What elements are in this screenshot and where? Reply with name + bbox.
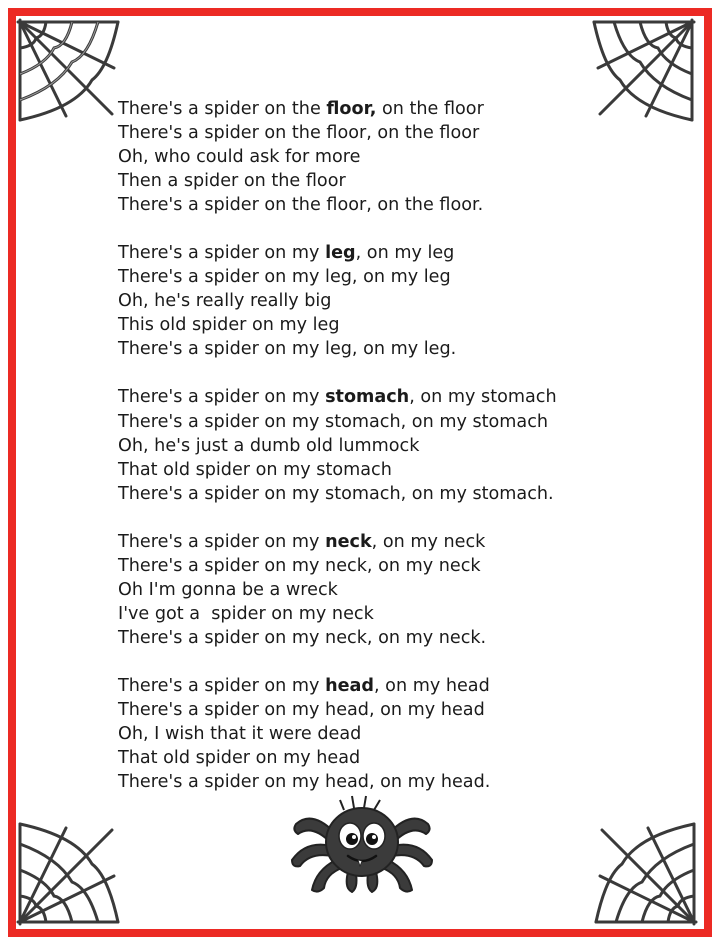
lyric-line: Oh, I wish that it were dead — [118, 724, 362, 745]
spider-web-icon — [14, 16, 124, 126]
lyric-line: There's a spider on my leg, on my leg. — [118, 339, 457, 360]
stanza-leg — [118, 241, 618, 361]
lyric-line: There's a spider on my neck, on my neck — [118, 531, 486, 552]
spider-web-icon — [590, 818, 700, 928]
lyric-line: Oh, he's really really big — [118, 291, 332, 312]
song-lyrics — [118, 97, 618, 794]
lyric-line: There's a spider on my leg, on my leg — [118, 267, 451, 288]
stanza-floor — [118, 97, 618, 217]
lyric-line: There's a spider on the floor, on the floor — [118, 123, 480, 144]
lyric-line: Oh, he's just a dumb old lummock — [118, 435, 420, 456]
lyric-line: That old spider on my head — [118, 748, 361, 769]
stanza-stomach — [118, 385, 618, 505]
lyric-line: There's a spider on my head, on my head — [118, 675, 490, 696]
lyric-line: There's a spider on my stomach, on my stomach — [118, 411, 549, 432]
lyric-line: There's a spider on the floor, on the floor. — [118, 195, 484, 216]
lyric-line: There's a spider on my leg, on my leg — [118, 243, 455, 264]
lyric-line: There's a spider on my head, on my head. — [118, 772, 491, 793]
cartoon-spider-icon — [282, 784, 442, 896]
lyric-line: Then a spider on the floor — [118, 171, 346, 192]
lyric-line: There's a spider on my neck, on my neck — [118, 555, 481, 576]
lyric-line: There's a spider on my neck, on my neck. — [118, 627, 487, 648]
lyric-line: There's a spider on my head, on my head — [118, 699, 485, 720]
lyric-line: There's a spider on my stomach, on my stomach — [118, 387, 557, 408]
lyric-line: There's a spider on my stomach, on my stomach. — [118, 483, 554, 504]
lyric-line: There's a spider on the floor, on the floor — [118, 99, 484, 119]
lyric-line: I've got a spider on my neck — [118, 603, 374, 624]
stanza-neck — [118, 530, 618, 650]
stanza-head — [118, 674, 618, 794]
lyric-line: This old spider on my leg — [118, 315, 340, 336]
lyric-line: Oh, who could ask for more — [118, 147, 361, 168]
lyric-line: That old spider on my stomach — [118, 459, 392, 480]
spider-web-icon — [14, 818, 124, 928]
lyric-line: Oh I'm gonna be a wreck — [118, 579, 338, 600]
